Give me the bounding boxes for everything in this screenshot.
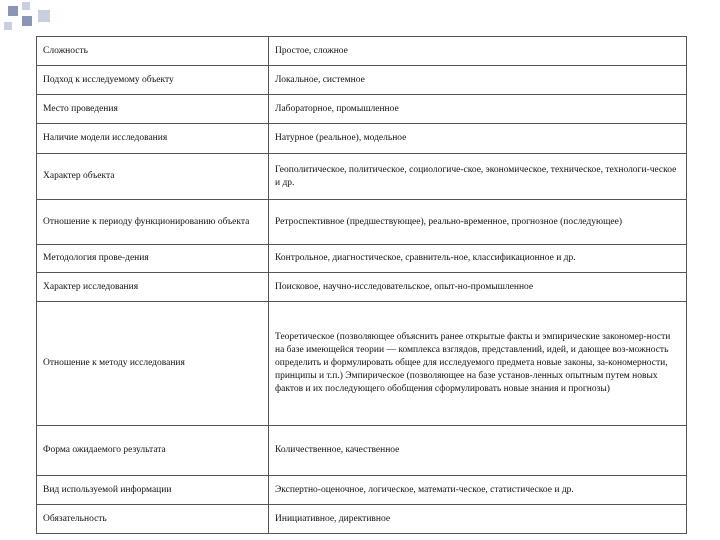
decorative-squares: [0, 0, 60, 40]
row-value: Простое, сложное: [269, 37, 687, 66]
row-value: Локальное, системное: [269, 66, 687, 95]
table-row: [37, 302, 687, 426]
table-row: [37, 154, 687, 200]
row-value: Контрольное, диагностическое, сравнитель-ное, классификационное и др.: [269, 245, 687, 273]
row-value: Инициативное, директивное: [269, 505, 687, 534]
table-row: [37, 426, 687, 476]
table-row: [37, 245, 687, 273]
row-label: Характер исследования: [37, 273, 269, 302]
row-value: Лабораторное, промышленное: [269, 95, 687, 124]
row-value: Поисковое, научно-исследовательское, опыт-но-промышленное: [269, 273, 687, 302]
row-label: Вид используемой информации: [37, 476, 269, 505]
row-label: Обязательность: [37, 505, 269, 534]
table-row: [37, 66, 687, 95]
row-label: Отношение к периоду функционированию объекта: [37, 200, 269, 245]
row-label: Отношение к методу исследования: [37, 302, 269, 426]
table-row: [37, 200, 687, 245]
table-row: [37, 37, 687, 66]
row-value: Натурное (реальное), модельное: [269, 124, 687, 154]
row-value: Теоретическое (позволяющее объяснить ранее открытые факты и эмпирические закономер-ности на базе имеющейся теории — комплекса взглядов, представлений, идей, и дающее воз-можность определить и формулировать общее для исследуемого предмета новые законы, за-кономерности, принципы и т.п.) Эмпирическое (позволяющее на базе установ-ленных опытным путем новых фактов и их последующего обобщения сформулировать новые знания и прогнозы): [269, 302, 687, 426]
table-row: [37, 95, 687, 124]
row-value: Количественное, качественное: [269, 426, 687, 476]
table-row: [37, 124, 687, 154]
table-row: [37, 505, 687, 534]
row-label: Методология прове-дения: [37, 245, 269, 273]
row-label: Форма ожидаемого результата: [37, 426, 269, 476]
table-row: [37, 476, 687, 505]
classification-table: [36, 36, 687, 534]
row-label: Место проведения: [37, 95, 269, 124]
row-label: Характер объекта: [37, 154, 269, 200]
row-value: Экспертно-оценочное, логическое, математи-ческое, статистическое и др.: [269, 476, 687, 505]
row-label: Сложность: [37, 37, 269, 66]
row-value: Геополитическое, политическое, социологиче-ское, экономическое, техническое, технологи-ческое и др.: [269, 154, 687, 200]
table-row: [37, 273, 687, 302]
row-value: Ретроспективное (предшествующее), реально-временное, прогнозное (последующее): [269, 200, 687, 245]
row-label: Наличие модели исследования: [37, 124, 269, 154]
row-label: Подход к исследуемому объекту: [37, 66, 269, 95]
